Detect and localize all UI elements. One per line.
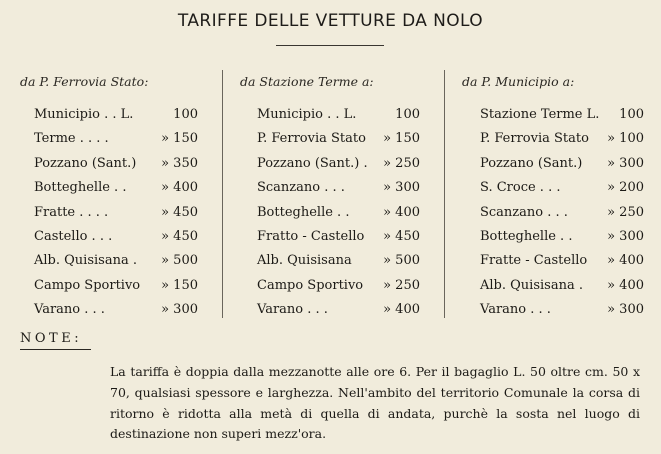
fare-amount: » 300 — [607, 228, 644, 244]
fare-amount: » 300 — [383, 180, 420, 196]
destination-label: Fratte . . . . — [34, 204, 109, 220]
fare-amount: » 400 — [383, 204, 420, 220]
fare-row — [34, 179, 198, 203]
fare-amount: » 450 — [161, 228, 198, 244]
fare-row — [34, 277, 198, 301]
fare-row — [257, 228, 420, 252]
fare-column-municipio — [480, 106, 644, 326]
fare-column-ferrovia — [34, 106, 198, 326]
fare-row — [480, 130, 644, 154]
destination-label: Scanzano . . . — [257, 180, 345, 196]
fare-row — [480, 252, 644, 276]
fare-row — [257, 155, 420, 179]
destination-label: Stazione Terme L. — [480, 107, 600, 122]
notes-text: La tariffa è doppia dalla mezzanotte alle ore 6. Per il bagaglio L. 50 oltre cm. 50 x 70, qualsiasi spessore e larghezza. Nell'ambito del territorio Comunale la corsa di ritorno è ridotta alla metà di quella di andata, purchè la sosta nel luogo di destinazione non superi mezz'ora. — [110, 364, 640, 442]
fare-row — [257, 130, 420, 154]
column-heading-ferrovia: da P. Ferrovia Stato: — [20, 74, 149, 89]
destination-label: Campo Sportivo — [34, 277, 141, 293]
fare-amount: » 150 — [161, 131, 198, 147]
fare-row — [480, 301, 644, 325]
destination-label: Alb. Quisisana — [257, 253, 352, 269]
column-heading-terme: da Stazione Terme a: — [240, 74, 374, 89]
destination-label: Municipio . . L. — [34, 107, 134, 122]
fare-amount: » 100 — [607, 131, 644, 147]
destination-label: Varano . . . — [480, 302, 551, 318]
destination-label: Scanzano . . . — [480, 204, 568, 220]
page-title: TARIFFE DELLE VETTURE DA NOLO — [177, 11, 484, 31]
fare-amount: » 400 — [161, 180, 198, 196]
fare-amount: » 300 — [607, 302, 644, 318]
destination-label: Varano . . . — [34, 302, 105, 318]
fare-row — [257, 204, 420, 228]
destination-label: Alb. Quisisana . — [480, 277, 583, 293]
fare-row — [480, 179, 644, 203]
destination-label: Fratto - Castello — [257, 228, 365, 244]
fare-row — [34, 106, 198, 130]
destination-label: Alb. Quisisana . — [34, 253, 137, 269]
fare-row — [257, 106, 420, 130]
title-underline — [276, 45, 384, 46]
fare-amount: » 400 — [607, 253, 644, 269]
fare-amount: » 500 — [161, 253, 198, 269]
fare-amount: » 150 — [161, 277, 198, 293]
fare-row — [34, 301, 198, 325]
fare-amount: 100 — [619, 107, 644, 122]
column-divider — [444, 70, 445, 318]
column-divider — [222, 70, 223, 318]
destination-label: S. Croce . . . — [480, 180, 561, 196]
fare-amount: » 250 — [607, 204, 644, 220]
destination-label: Campo Sportivo — [257, 277, 364, 293]
destination-label: Botteghelle . . — [480, 228, 573, 244]
destination-label: Pozzano (Sant.) — [34, 155, 137, 171]
fare-amount: » 400 — [383, 302, 420, 318]
fare-amount: » 150 — [383, 131, 420, 147]
destination-label: P. Ferrovia Stato — [257, 131, 366, 147]
fare-row — [480, 228, 644, 252]
fare-amount: » 400 — [607, 277, 644, 293]
fare-amount: » 350 — [161, 155, 198, 171]
fare-amount: 100 — [395, 107, 420, 122]
destination-label: Municipio . . L. — [257, 107, 357, 122]
fare-row — [257, 179, 420, 203]
fare-row — [257, 252, 420, 276]
notes-label: NOTE: — [20, 331, 83, 346]
fare-row — [480, 106, 644, 130]
fare-column-terme — [257, 106, 420, 326]
fare-amount: » 450 — [161, 204, 198, 220]
destination-label: P. Ferrovia Stato — [480, 131, 589, 147]
fare-row — [257, 301, 420, 325]
destination-label: Pozzano (Sant.) . — [257, 155, 368, 171]
fare-amount: » 250 — [383, 277, 420, 293]
notes-underline — [20, 349, 91, 350]
fare-row — [34, 130, 198, 154]
fare-amount: » 300 — [607, 155, 644, 171]
fare-row — [34, 155, 198, 179]
fare-amount: 100 — [173, 107, 198, 122]
fare-amount: » 200 — [607, 180, 644, 196]
fare-row — [34, 204, 198, 228]
destination-label: Botteghelle . . — [34, 180, 127, 196]
fare-row — [34, 228, 198, 252]
fare-amount: » 500 — [383, 253, 420, 269]
fare-amount: » 250 — [383, 155, 420, 171]
fare-amount: » 450 — [383, 228, 420, 244]
fare-row — [34, 252, 198, 276]
fare-row — [480, 277, 644, 301]
destination-label: Castello . . . — [34, 228, 113, 244]
destination-label: Botteghelle . . — [257, 204, 350, 220]
destination-label: Varano . . . — [257, 302, 328, 318]
fare-row — [480, 204, 644, 228]
fare-row — [257, 277, 420, 301]
column-heading-municipio: da P. Municipio a: — [462, 74, 575, 89]
fare-row — [480, 155, 644, 179]
fare-amount: » 300 — [161, 302, 198, 318]
destination-label: Terme . . . . — [34, 131, 109, 147]
destination-label: Fratte - Castello — [480, 253, 588, 269]
destination-label: Pozzano (Sant.) — [480, 155, 583, 171]
